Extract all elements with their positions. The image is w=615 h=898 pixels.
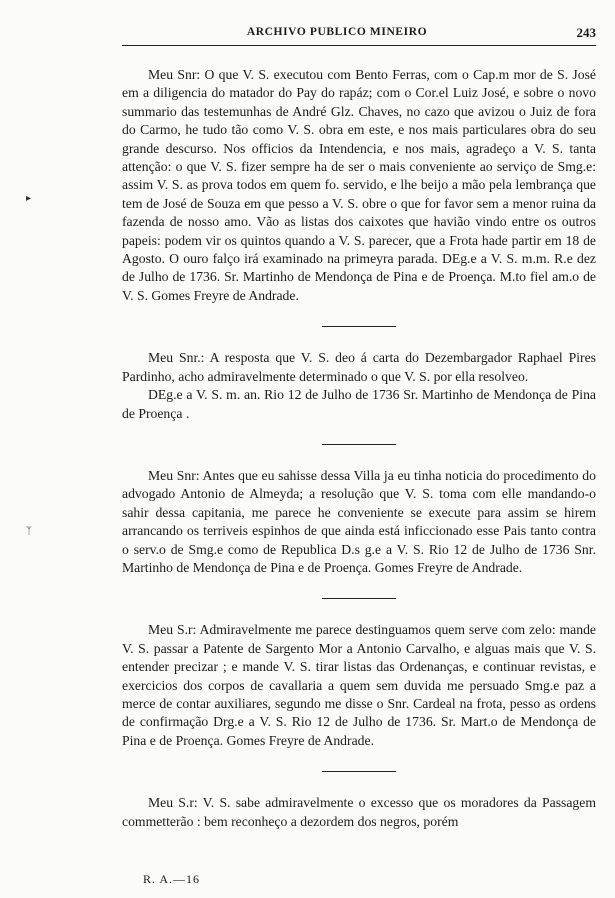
section-divider (322, 598, 396, 599)
margin-mark: ᛉ (26, 526, 32, 537)
section-divider (322, 444, 396, 445)
running-header (122, 26, 596, 46)
letter (122, 621, 596, 750)
running-title: ARCHIVO PUBLICO MINEIRO (246, 26, 428, 38)
page-number: 243 (576, 25, 596, 40)
section-divider (322, 771, 396, 772)
header-rule (122, 45, 596, 46)
letter (122, 794, 596, 831)
letter (122, 66, 596, 305)
letter-paragraph: Meu S.r: V. S. sabe admiravelmente o excesso que os moradores da Passagem commetterão : bem reconheço a dezordem dos negros, porém (122, 795, 596, 829)
signature-mark: R. A.—16 (143, 872, 201, 886)
letter (122, 467, 596, 577)
letter-paragraph: Meu S.r: Admiravelmente me parece destinguamos quem serve com zelo: mande V. S. passar a Patente de Sargento Mor a Antonio Carvalho, e alguas mais que V. S. entender precizar ; e mande V. S. tirar listas das Ordenanças, e continuar revistas, e exercicios dos corpos de cavallaria a quem sem duvida me persuado Smg.e paz a merce de contar auxiliares, segundo me disse o Snr. Cardeal na frota, pesso as ordens de confirmação Drg.e a V. S. Rio 12 de Julho de 1736. Sr. Mart.o de Mendonça de Pina e de Proença. Gomes Freyre de Andrade. (122, 622, 596, 748)
letter-paragraph: DEg.e a V. S. m. an. Rio 12 de Julho de 1736 Sr. Martinho de Mendonça de Pina de Proença . (122, 387, 596, 421)
letter (122, 349, 596, 423)
section-divider (322, 326, 396, 327)
letter-paragraph: Meu Snr: Antes que eu sahisse dessa Villa ja eu tinha noticia do procedimento do advogado Antonio de Almeyda; a resolução que V. S. toma com elle mandando-o sahir dessa capitania, me parece he conveniente se execute para assim se hirem arrancando os terriveis espinhos de que ainda está inficcionado esse Pais tanto contra o serv.o de Smg.e como de Republica D.s g.e a V. S. Rio 12 de Julho de 1736 Snr. Martinho de Mendonça de Pina e de Proença. Gomes Freyre de Andrade. (122, 467, 596, 575)
letter-paragraph: Meu Snr: O que V. S. executou com Bento Ferras, com o Cap.m mor de S. José em a diligencia do matador do Pay do rapáz; com o Cor.el Luiz José, e sobre o novo summario das testemunhas de André Glz. Chaves, no cazo que avizou o Juiz de fora do Carmo, he tudo tão como V. S. obra em este, e nos mais particulares obra do seu grande descurso. Nos officios da Intendencia, e nos mais, agradeço a V. S. tanta attenção: o que V. S. fizer sempre ha de ser o mais conveniente ao serviço de Smg.e: assim V. S. as prova todos em quem fo. servido, e lhe beijo a mão pela lembrança que tem de José de Souza em que pesso a V. S. obre o que for favor sem a menor ruina da fazenda de nosso amo. Vão as listas dos caixotes que havião vindo entre os outros papeis: podem vir os quintos quando a V. S. parecer, que a Frota hade partir em 18 de Agosto. O ouro falço irá examinado na primeyra parada. DEg.e a V. S. m.m. R.e dez de Julho de 1736. Sr. Martinho de Mendonça de Pina e de Proença. M.to fiel am.o de V. S. Gomes Freyre de Andrade. (122, 67, 596, 303)
letter-paragraph: Meu Snr.: A resposta que V. S. deo á carta do Dezembargador Raphael Pires Pardinho, acho admiravelmente determinado o que V. S. por ella resolveo. (122, 350, 596, 384)
margin-mark: ▸ (26, 193, 32, 204)
page-body (122, 66, 596, 831)
